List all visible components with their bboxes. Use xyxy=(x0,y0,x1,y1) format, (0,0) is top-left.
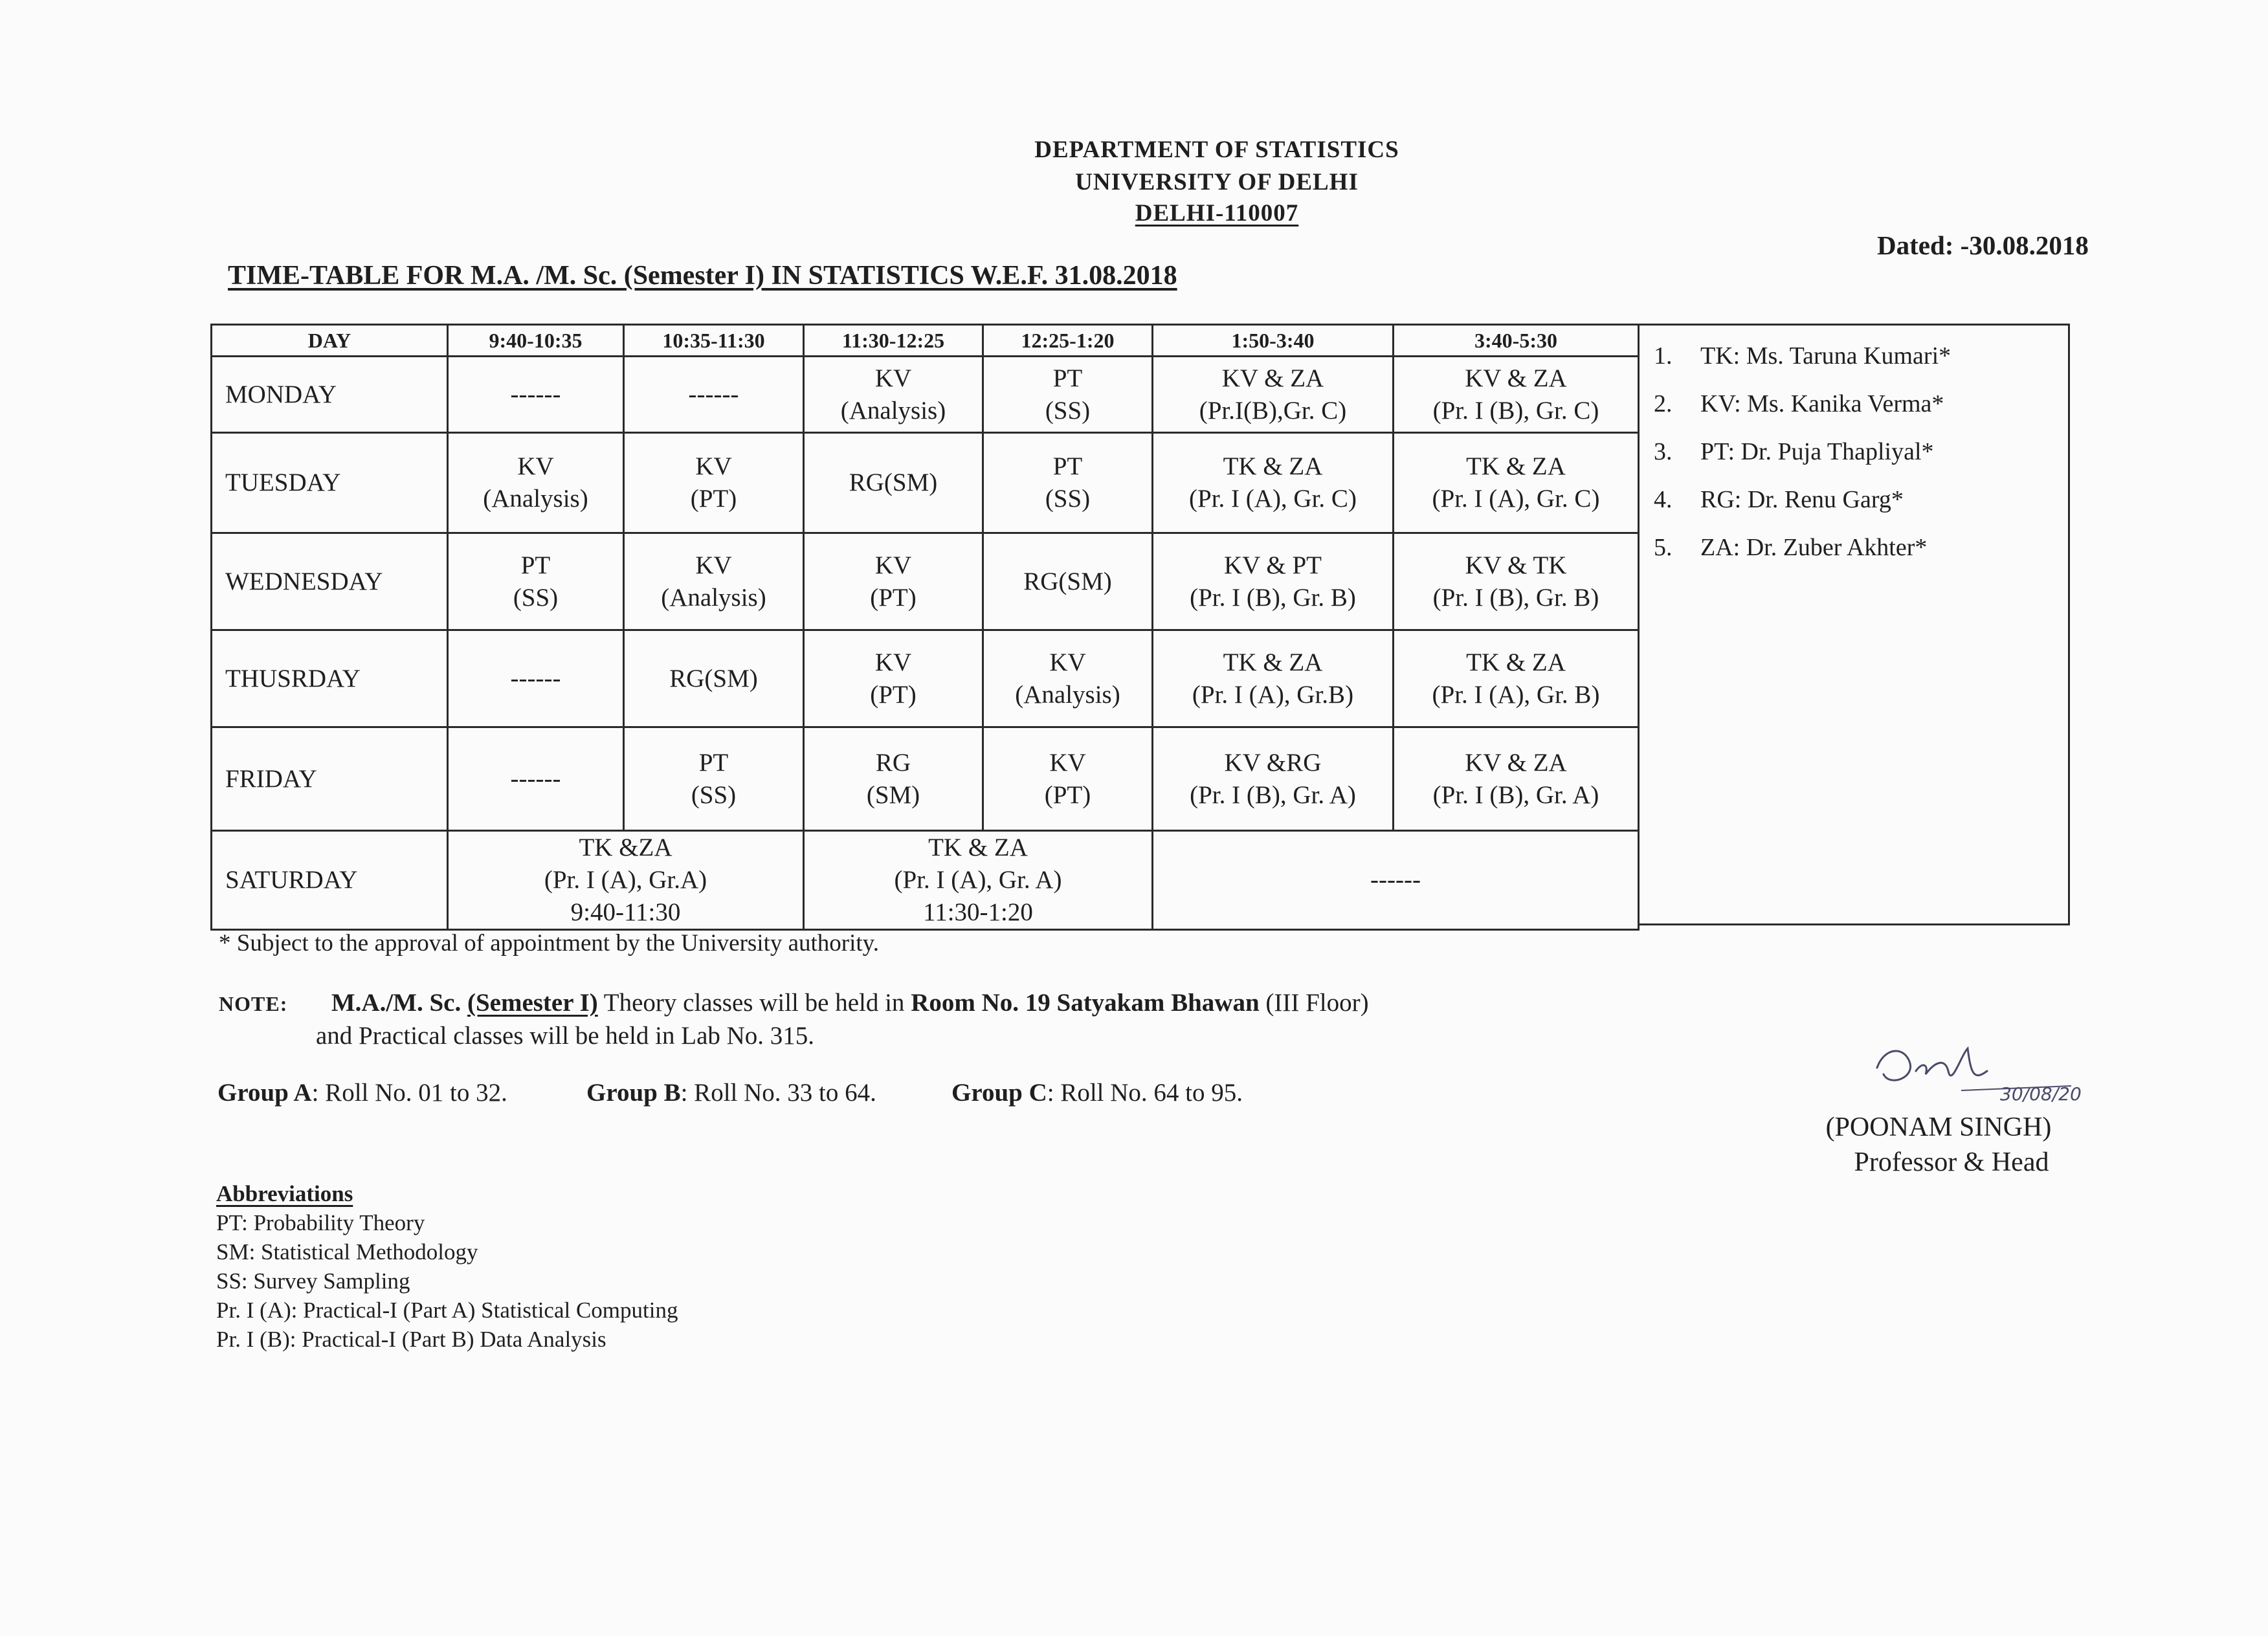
day-cell: SATURDAY xyxy=(212,831,448,930)
class-cell xyxy=(804,433,983,533)
city-heading-wrap xyxy=(712,199,1722,227)
class-cell xyxy=(1394,357,1639,433)
class-cell-line: (Pr. I (B), Gr. A) xyxy=(1432,780,1599,809)
class-cell-line: (SS) xyxy=(513,583,559,612)
class-cell-line: (Analysis) xyxy=(661,583,766,612)
class-cell xyxy=(983,357,1153,433)
class-cell-line: (Pr. I (A), Gr. C) xyxy=(1189,485,1357,513)
group-a xyxy=(217,1078,507,1107)
timetable-body xyxy=(212,325,1639,930)
note-program: M.A./M. Sc. xyxy=(331,989,461,1017)
class-cell xyxy=(1153,433,1394,533)
class-cell xyxy=(983,433,1153,533)
class-cell xyxy=(1153,831,1639,930)
group-c xyxy=(951,1078,1243,1107)
class-cell xyxy=(804,533,983,630)
class-cell-line: (PT) xyxy=(1044,780,1091,809)
class-cell-line: (SS) xyxy=(691,780,737,809)
group-b-label: Group B xyxy=(586,1079,681,1107)
class-cell xyxy=(983,533,1153,630)
teacher-name: TK: Ms. Taruna Kumari* xyxy=(1700,342,1951,370)
day-cell: TUESDAY xyxy=(212,433,448,533)
class-cell xyxy=(1153,533,1394,630)
class-cell-line: KV xyxy=(1049,648,1086,676)
class-cell-line: PT xyxy=(1052,452,1083,480)
group-a-label: Group A xyxy=(217,1079,312,1107)
timetable-row xyxy=(212,727,1639,831)
class-cell-line: ------ xyxy=(1370,866,1421,894)
class-cell-line: (Pr. I (A), Gr.A) xyxy=(544,866,707,894)
group-b-text: : Roll No. 33 to 64. xyxy=(680,1079,876,1107)
class-cell xyxy=(448,831,804,930)
class-cell-line: (Pr. I (A), Gr. C) xyxy=(1432,485,1600,513)
class-cell xyxy=(624,533,804,630)
group-b xyxy=(586,1078,876,1107)
class-cell-line: TK & ZA xyxy=(1466,452,1566,480)
class-cell xyxy=(448,533,624,630)
class-cell xyxy=(1394,727,1639,831)
class-cell xyxy=(624,357,804,433)
class-cell-line: (Pr. I (A), Gr. A) xyxy=(894,866,1062,894)
note-line-1 xyxy=(219,988,1369,1017)
abbreviations-heading: Abbreviations xyxy=(216,1181,353,1206)
class-cell-line: KV xyxy=(874,551,912,579)
class-cell-line: KV xyxy=(874,648,912,676)
class-cell xyxy=(804,831,1153,930)
class-cell-line: TK & ZA xyxy=(928,834,1028,861)
teacher-number: 2. xyxy=(1654,390,1673,417)
signature-date: 30/08/20 xyxy=(2000,1083,2082,1105)
class-cell-line: (Analysis) xyxy=(840,396,946,425)
department-heading: DEPARTMENT OF STATISTICS xyxy=(1034,137,1399,163)
teacher-number: 1. xyxy=(1654,342,1673,370)
abbreviation-item: PT: Probability Theory xyxy=(216,1210,425,1235)
teacher-name: ZA: Dr. Zuber Akhter* xyxy=(1700,534,1928,561)
teacher-number: 3. xyxy=(1654,438,1673,465)
class-cell-line: ------ xyxy=(510,664,561,692)
note-semester: (Semester I) xyxy=(467,989,598,1017)
class-cell-line: 9:40-11:30 xyxy=(570,898,681,926)
group-a-text: : Roll No. 01 to 32. xyxy=(311,1079,507,1107)
class-cell-line: KV xyxy=(695,551,732,579)
class-cell xyxy=(804,727,983,831)
class-cell xyxy=(448,630,624,727)
class-cell xyxy=(804,630,983,727)
class-cell-line: KV & TK xyxy=(1465,551,1567,579)
university-heading: UNIVERSITY OF DELHI xyxy=(1075,169,1359,195)
class-cell-line: ------ xyxy=(510,764,561,793)
abbreviation-item: SS: Survey Sampling xyxy=(216,1268,410,1294)
class-cell-line: KV xyxy=(874,364,912,392)
class-cell xyxy=(624,630,804,727)
teacher-number: 4. xyxy=(1654,486,1673,513)
abbreviation-item: Pr. I (A): Practical-I (Part A) Statistical Computing xyxy=(216,1298,678,1323)
teacher-item xyxy=(1654,332,1951,380)
class-cell xyxy=(1153,727,1394,831)
timetable-row xyxy=(212,357,1639,433)
class-cell-line: TK & ZA xyxy=(1223,648,1323,676)
teacher-item xyxy=(1654,380,1951,428)
class-cell-line: TK &ZA xyxy=(579,834,673,861)
class-cell-line: RG(SM) xyxy=(669,664,758,692)
note-room: Room No. 19 Satyakam Bhawan xyxy=(911,989,1260,1017)
day-cell: WEDNESDAY xyxy=(212,533,448,630)
class-cell xyxy=(1394,433,1639,533)
class-cell-line: PT xyxy=(1052,364,1083,392)
class-cell-line: KV & PT xyxy=(1224,551,1322,579)
timetable-row xyxy=(212,630,1639,727)
class-cell-line: (Pr. I (A), Gr.B) xyxy=(1192,680,1354,709)
note-floor: (III Floor) xyxy=(1259,989,1369,1017)
class-cell-line: (PT) xyxy=(690,485,737,513)
abbreviation-item: SM: Statistical Methodology xyxy=(216,1239,478,1265)
day-cell: MONDAY xyxy=(212,357,448,433)
teacher-name: KV: Ms. Kanika Verma* xyxy=(1700,390,1944,417)
teacher-number: 5. xyxy=(1654,534,1673,561)
class-cell-line: KV xyxy=(695,452,732,480)
class-cell xyxy=(624,433,804,533)
time-slot-header: 10:35-11:30 xyxy=(624,325,804,357)
day-cell: FRIDAY xyxy=(212,727,448,831)
class-cell-line: (Pr. I (B), Gr. A) xyxy=(1190,780,1356,809)
class-cell-line: (Pr. I (B), Gr. B) xyxy=(1190,583,1356,612)
class-cell-line: KV & ZA xyxy=(1221,364,1324,392)
class-cell-line: (SM) xyxy=(866,780,920,809)
class-cell xyxy=(983,727,1153,831)
class-cell xyxy=(448,433,624,533)
class-cell xyxy=(983,630,1153,727)
class-cell xyxy=(804,357,983,433)
note-line-2: and Practical classes will be held in Lab No. 315. xyxy=(316,1022,815,1050)
class-cell-line: (Pr. I (A), Gr. B) xyxy=(1432,680,1600,709)
class-cell-line: (SS) xyxy=(1045,485,1091,513)
class-cell-line: KV xyxy=(517,452,554,480)
teacher-item xyxy=(1654,524,1951,571)
teacher-item xyxy=(1654,428,1951,476)
class-cell-line: ------ xyxy=(510,380,561,408)
group-c-label: Group C xyxy=(951,1079,1047,1107)
class-cell xyxy=(1153,357,1394,433)
time-slot-header: 1:50-3:40 xyxy=(1153,325,1394,357)
class-cell-line: ------ xyxy=(688,380,739,408)
class-cell-line: (Pr. I (B), Gr. B) xyxy=(1432,583,1599,612)
footnote: * Subject to the approval of appointment by the University authority. xyxy=(219,930,880,956)
class-cell xyxy=(624,727,804,831)
abbreviation-item: Pr. I (B): Practical-I (Part B) Data Analysis xyxy=(216,1327,606,1352)
teacher-item xyxy=(1654,476,1951,524)
city-heading: DELHI-110007 xyxy=(1135,200,1299,227)
time-slot-header: 3:40-5:30 xyxy=(1394,325,1639,357)
timetable-row xyxy=(212,433,1639,533)
class-cell-line: (Analysis) xyxy=(483,485,588,513)
class-cell xyxy=(1153,630,1394,727)
day-column-header: DAY xyxy=(212,325,448,357)
class-cell-line: PT xyxy=(698,748,729,777)
class-cell-line: TK & ZA xyxy=(1466,648,1566,676)
dated-label: Dated: -30.08.2018 xyxy=(1877,230,2089,260)
timetable-title: TIME-TABLE FOR M.A. /M. Sc. (Semester I) IN STATISTICS W.E.F. 31.08.2018 xyxy=(228,261,1177,291)
handwritten-signature-icon xyxy=(1864,1035,2136,1113)
timetable-row xyxy=(212,831,1639,930)
class-cell xyxy=(448,727,624,831)
class-cell-line: 11:30-1:20 xyxy=(923,898,1033,926)
class-cell-line: PT xyxy=(520,551,551,579)
teacher-name: PT: Dr. Puja Thapliyal* xyxy=(1700,438,1934,465)
teacher-list xyxy=(1654,332,1951,571)
teacher-name: RG: Dr. Renu Garg* xyxy=(1700,486,1904,513)
day-cell: THUSRDAY xyxy=(212,630,448,727)
class-cell-line: KV &RG xyxy=(1224,748,1322,777)
class-cell-line: (PT) xyxy=(870,680,917,709)
class-cell-line: RG(SM) xyxy=(849,469,938,496)
class-cell-line: (SS) xyxy=(1045,396,1091,425)
group-c-text: : Roll No. 64 to 95. xyxy=(1047,1079,1243,1107)
class-cell-line: KV xyxy=(1049,748,1086,777)
class-cell-line: TK & ZA xyxy=(1223,452,1323,480)
class-cell xyxy=(1394,630,1639,727)
timetable-header-row xyxy=(212,325,1639,357)
class-cell xyxy=(1394,533,1639,630)
class-cell-line: RG xyxy=(875,748,911,777)
time-slot-header: 11:30-12:25 xyxy=(804,325,983,357)
time-slot-header: 9:40-10:35 xyxy=(448,325,624,357)
class-cell-line: (Analysis) xyxy=(1015,680,1120,709)
note-theory-text: Theory classes will be held in xyxy=(597,989,911,1017)
time-slot-header: 12:25-1:20 xyxy=(983,325,1153,357)
timetable xyxy=(210,324,1640,931)
class-cell-line: KV & ZA xyxy=(1465,748,1567,777)
note-label: NOTE: xyxy=(219,992,288,1015)
abbreviations-block xyxy=(216,1179,678,1354)
class-cell-line: (Pr.I(B),Gr. C) xyxy=(1199,396,1347,425)
class-cell-line: (PT) xyxy=(870,583,917,612)
class-cell xyxy=(448,357,624,433)
class-cell-line: KV & ZA xyxy=(1465,364,1567,392)
timetable-row xyxy=(212,533,1639,630)
signatory-designation: Professor & Head xyxy=(1854,1147,2049,1177)
class-cell-line: (Pr. I (B), Gr. C) xyxy=(1432,396,1599,425)
signatory-name: (POONAM SINGH) xyxy=(1825,1112,2052,1142)
class-cell-line: RG(SM) xyxy=(1023,567,1112,595)
teacher-list-panel xyxy=(1639,324,2070,925)
